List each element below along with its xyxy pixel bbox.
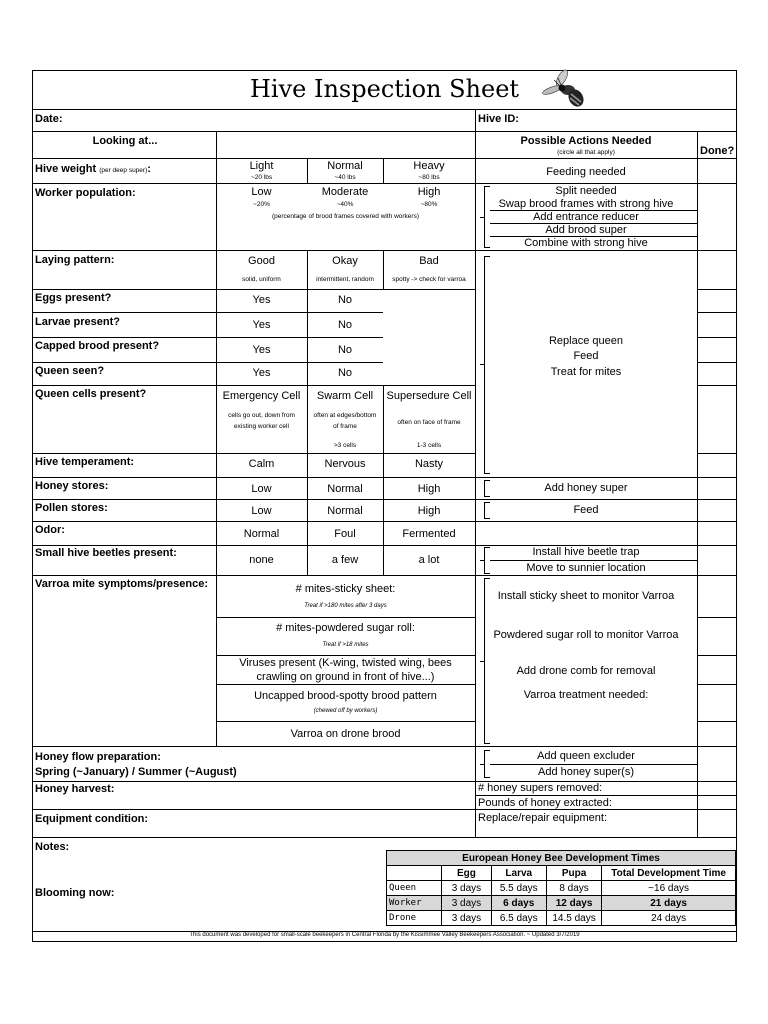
pounds-extracted-field[interactable]: Pounds of honey extracted: <box>478 797 612 809</box>
honey-low[interactable]: Low <box>251 483 272 495</box>
laying-good-sub: solid, uniform <box>242 276 281 283</box>
queen-seen-label: Queen seen? <box>35 365 105 377</box>
queen-seen-no[interactable]: No <box>337 367 353 379</box>
notes-label: Notes: <box>35 841 70 853</box>
footer-credit: This document was developed for small-scale beekeepers in Central Florida by the Kissimmee Valley Beekeepers Association. ~ Updated 3/7/2019 <box>189 932 580 938</box>
dev-cell: 5.5 days <box>491 881 546 896</box>
varroa-chewed-note: (chewed off by workers) <box>313 708 378 714</box>
bee-icon <box>540 68 586 110</box>
dev-header-egg: Egg <box>442 866 491 881</box>
supersedure-sub-2: 1-3 cells <box>416 442 442 449</box>
honey-flow-label: Honey flow preparation: <box>35 751 161 763</box>
weight-heavy-sub: ~80 lbs <box>418 174 440 181</box>
action-treat-mites[interactable]: Treat for mites <box>550 366 622 378</box>
odor-normal[interactable]: Normal <box>243 528 280 540</box>
laying-pattern-label: Laying pattern: <box>35 254 115 266</box>
varroa-sticky-note: Treat if >180 mites after 3 days <box>304 603 387 609</box>
action-sunnier-location[interactable]: Move to sunnier location <box>526 562 646 574</box>
blooming-label: Blooming now: <box>35 887 115 899</box>
queen-actions-bracket <box>484 256 490 474</box>
pollen-low[interactable]: Low <box>251 505 272 517</box>
honey-flow-season: Spring (~January) / Summer (~August) <box>35 766 237 778</box>
option-good[interactable]: Good <box>248 255 275 267</box>
beetles-a-few[interactable]: a few <box>331 554 359 566</box>
action-combine[interactable]: Combine with strong hive <box>524 237 648 249</box>
swarm-sub-2: of frame <box>333 423 357 430</box>
dev-row-label: Worker <box>387 896 442 911</box>
odor-fermented[interactable]: Fermented <box>402 528 456 540</box>
dev-cell: 24 days <box>602 911 736 926</box>
looking-at-header: Looking at... <box>92 135 158 147</box>
option-supersedure-cell[interactable]: Supersedure Cell <box>386 390 472 402</box>
action-replace-queen[interactable]: Replace queen <box>548 335 623 347</box>
emergency-sub-2: existing worker cell <box>234 423 289 430</box>
weight-normal-sub: ~40 lbs <box>334 174 356 181</box>
varroa-uncapped-brood[interactable]: Uncapped brood-spotty brood pattern <box>254 690 437 702</box>
supersedure-sub-1: often on face of frame <box>397 419 461 426</box>
done-header: Done? <box>700 145 735 157</box>
capped-yes[interactable]: Yes <box>252 344 271 356</box>
pop-note: (percentage of brood frames covered with workers) <box>271 213 420 220</box>
weight-light-sub: ~20 lbs <box>250 174 273 181</box>
dev-cell: 3 days <box>442 881 491 896</box>
varroa-bracket <box>484 578 490 744</box>
swarm-sub-3: >3 cells <box>333 442 357 449</box>
supers-removed-field[interactable]: # honey supers removed: <box>478 782 603 794</box>
action-brood-super[interactable]: Add brood super <box>545 224 627 236</box>
pop-moderate-sub: ~40% <box>336 201 354 208</box>
pop-high-sub: ~80% <box>420 201 438 208</box>
dev-header-pupa: Pupa <box>546 866 601 881</box>
varroa-sticky-sheet[interactable]: # mites-sticky sheet: <box>295 583 396 595</box>
option-nasty[interactable]: Nasty <box>414 458 444 470</box>
action-varroa-treatment[interactable]: Varroa treatment needed: <box>523 689 649 701</box>
option-heavy[interactable]: Heavy <box>413 160 445 172</box>
action-sugar-roll[interactable]: Powdered sugar roll to monitor Varroa <box>493 629 679 641</box>
option-low-pop[interactable]: Low <box>251 186 272 198</box>
larvae-label: Larvae present? <box>35 316 120 328</box>
beetles-label: Small hive beetles present: <box>35 547 177 559</box>
action-entrance-reducer[interactable]: Add entrance reducer <box>533 211 639 223</box>
eggs-no[interactable]: No <box>337 294 353 306</box>
honey-normal[interactable]: Normal <box>327 483 363 495</box>
dev-cell: 3 days <box>442 911 491 926</box>
queen-cells-label: Queen cells present? <box>35 388 147 400</box>
eggs-yes[interactable]: Yes <box>252 294 271 306</box>
varroa-drone-brood[interactable]: Varroa on drone brood <box>290 728 401 740</box>
eggs-label: Eggs present? <box>35 292 112 304</box>
honey-high[interactable]: High <box>417 483 441 495</box>
dev-cell: 14.5 days <box>546 911 601 926</box>
action-feed[interactable]: Feed <box>573 350 599 362</box>
odor-foul[interactable]: Foul <box>334 528 356 540</box>
option-okay[interactable]: Okay <box>332 255 358 267</box>
dev-cell: 12 days <box>546 896 601 911</box>
action-add-honey-supers[interactable]: Add honey super(s) <box>538 766 634 778</box>
emergency-sub-1: cells go out, down from <box>228 412 295 419</box>
option-calm[interactable]: Calm <box>248 458 275 470</box>
hive-id-label: Hive ID: <box>478 113 519 125</box>
honey-harvest-label: Honey harvest: <box>35 783 115 795</box>
pop-low-sub: ~20% <box>253 201 270 208</box>
date-label: Date: <box>35 113 63 125</box>
option-nervous[interactable]: Nervous <box>324 458 366 470</box>
action-beetle-trap[interactable]: Install hive beetle trap <box>532 546 640 558</box>
odor-label: Odor: <box>35 524 65 536</box>
temperament-label: Hive temperament: <box>35 456 135 468</box>
capped-brood-label: Capped brood present? <box>35 340 160 352</box>
action-queen-excluder[interactable]: Add queen excluder <box>537 750 635 762</box>
option-moderate[interactable]: Moderate <box>321 186 369 198</box>
action-feeding-needed[interactable]: Feeding needed <box>546 166 626 178</box>
varroa-viruses-cont: crawling on ground in front of hive...) <box>256 671 435 683</box>
dev-row-label: Queen <box>387 881 442 896</box>
dev-header-larva: Larva <box>491 866 546 881</box>
varroa-viruses[interactable]: Viruses present (K-wing, twisted wing, bees <box>239 657 452 669</box>
development-times-table <box>386 850 736 926</box>
option-high-pop[interactable]: High <box>417 186 441 198</box>
possible-actions-header: Possible Actions Needed <box>520 135 652 147</box>
option-normal-weight[interactable]: Normal <box>327 160 363 172</box>
action-swap-brood[interactable]: Swap brood frames with strong hive <box>498 198 674 210</box>
replace-equipment-field[interactable]: Replace/repair equipment: <box>478 812 608 824</box>
dev-row-label: Drone <box>387 911 442 926</box>
pollen-high[interactable]: High <box>417 505 441 517</box>
beetles-a-lot[interactable]: a lot <box>418 554 440 566</box>
dev-cell: 21 days <box>602 896 736 911</box>
dev-table-title: European Honey Bee Development Times <box>387 851 736 866</box>
action-drone-comb[interactable]: Add drone comb for removal <box>516 665 656 677</box>
laying-bad-sub: spotty -> check for varroa <box>392 276 466 283</box>
equipment-label: Equipment condition: <box>35 813 149 825</box>
varroa-sugar-note: Treat if >18 mites <box>322 642 369 648</box>
action-feed-pollen[interactable]: Feed <box>573 504 599 516</box>
action-split-needed[interactable]: Split needed <box>555 185 617 197</box>
page-title: Hive Inspection Sheet <box>250 75 520 103</box>
swarm-sub-1: often at edges/bottom <box>313 412 377 419</box>
beetles-none[interactable]: none <box>249 554 274 566</box>
dev-cell: ~16 days <box>602 881 736 896</box>
queen-seen-yes[interactable]: Yes <box>252 367 271 379</box>
dev-header-blank <box>387 866 442 881</box>
action-sticky-sheet[interactable]: Install sticky sheet to monitor Varroa <box>497 590 675 602</box>
capped-no[interactable]: No <box>337 344 353 356</box>
dev-cell: 6 days <box>491 896 546 911</box>
dev-cell: 3 days <box>442 896 491 911</box>
action-add-honey-super[interactable]: Add honey super <box>544 482 628 494</box>
pollen-stores-label: Pollen stores: <box>35 502 108 514</box>
option-swarm-cell[interactable]: Swarm Cell <box>316 390 374 402</box>
larvae-yes[interactable]: Yes <box>252 319 271 331</box>
larvae-no[interactable]: No <box>337 319 353 331</box>
option-light[interactable]: Light <box>249 160 274 172</box>
option-bad[interactable]: Bad <box>419 255 439 267</box>
varroa-sugar-roll[interactable]: # mites-powdered sugar roll: <box>276 622 415 634</box>
worker-population-label: Worker population: <box>35 187 136 199</box>
dev-header-total: Total Development Time <box>602 866 736 881</box>
possible-actions-note: (circle all that apply) <box>557 149 615 156</box>
dev-cell: 8 days <box>546 881 601 896</box>
option-emergency-cell[interactable]: Emergency Cell <box>222 390 301 402</box>
laying-okay-sub: intermittent, random <box>316 276 374 283</box>
honey-stores-label: Honey stores: <box>35 480 109 492</box>
varroa-label: Varroa mite symptoms/presence: <box>35 578 209 590</box>
pollen-normal[interactable]: Normal <box>327 505 363 517</box>
hive-weight-label: Hive weight (per deep super): <box>35 163 151 175</box>
dev-cell: 6.5 days <box>491 911 546 926</box>
